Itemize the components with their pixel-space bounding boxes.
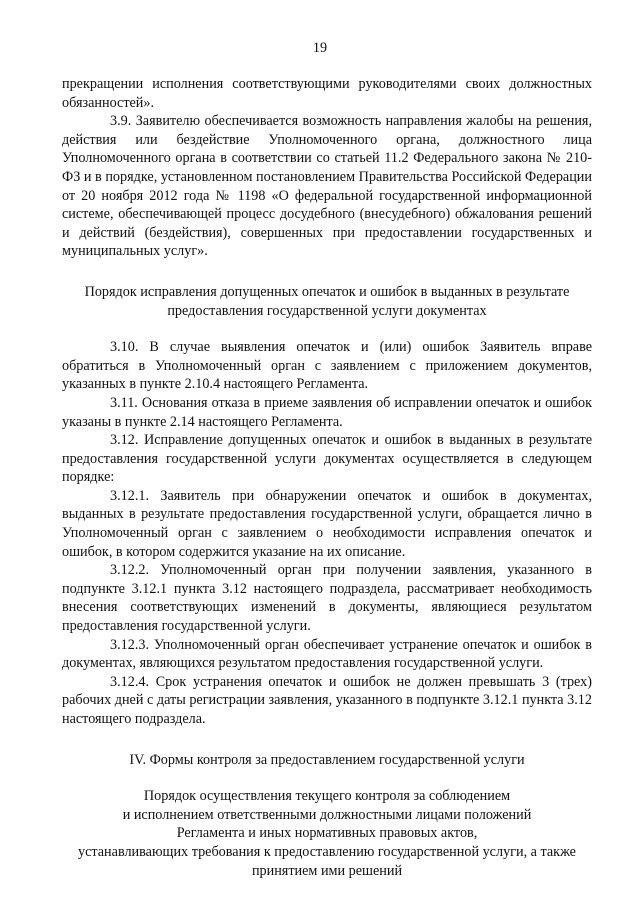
page-number: 19 bbox=[312, 40, 328, 56]
paragraph-3-12: 3.12. Исправление допущенных опечаток и ошибок в выданных в результате предоставления государственной услуги документах осуществляется в следующем порядке: bbox=[62, 432, 592, 486]
heading-line: Порядок осуществления текущего контроля за соблюдением bbox=[143, 788, 511, 805]
paragraph-3-12-4: 3.12.4. Срок устранения опечаток и ошибок не должен превышать 3 (трех) рабочих дней с даты регистрации заявления, указанного в подпункте 3.12.1 пункта 3.12 настоящего подраздела. bbox=[62, 673, 592, 727]
document-body bbox=[62, 75, 592, 880]
heading-line: устанавливающих требования к предоставлению государственной услуги, а также bbox=[78, 843, 576, 860]
paragraph-3-9: 3.9. Заявителю обеспечивается возможность направления жалобы на решения, действия или бездействие Уполномоченного органа, должностного лица Уполномоченного органа в соответствии со статьей 11.2 Федерального закона № 210-ФЗ и в порядке, установленном постановлением Правительства Российской Федерации от 20 ноября 2012 года № 1198 «О федеральной государственной информационной системе, обеспечивающей процесс досудебного (внесудебного) обжалования решений и действий (бездействия), совершенных при предоставлении государственных и муниципальных услуг». bbox=[62, 113, 592, 260]
paragraph-3-12-2: 3.12.2. Уполномоченный орган при получении заявления, указанного в подпункте 3.12.1 пункта 3.12 настоящего подраздела, рассматривает необходимость внесения соответствующих изменений в документы, являющиеся результатом предоставления государственной услуги. bbox=[62, 562, 592, 635]
paragraph-continuation: прекращении исполнения соответствующими руководителями своих должностных обязанностей». bbox=[62, 76, 592, 111]
section-heading-corrections: Порядок исправления допущенных опечаток и ошибок в выданных в результате предоставления государственной услуги документах bbox=[84, 283, 570, 319]
paragraph-3-10: 3.10. В случае выявления опечаток и (или) ошибок Заявитель вправе обратиться в Уполномоченный орган с заявлением с приложением документов, указанных в пункте 2.10.4 настоящего Регламента. bbox=[62, 339, 592, 393]
chapter-heading-iv: IV. Формы контроля за предоставлением государственной услуги bbox=[129, 751, 525, 768]
heading-line: и исполнением ответственными должностными лицами положений bbox=[122, 806, 532, 823]
paragraph-3-12-3: 3.12.3. Уполномоченный орган обеспечивает устранение опечаток и ошибок в документах, являющихся результатом предоставления государственной услуги. bbox=[62, 636, 592, 672]
heading-line: принятием ими решений bbox=[251, 862, 403, 879]
subsection-heading-control bbox=[62, 787, 592, 880]
paragraph-3-11: 3.11. Основания отказа в приеме заявления об исправлении опечаток и ошибок указаны в пункте 2.14 настоящего Регламента. bbox=[62, 394, 592, 430]
heading-line: Регламента и иных нормативных правовых актов, bbox=[176, 825, 478, 842]
paragraph-3-12-1: 3.12.1. Заявитель при обнаружении опечаток и ошибок в документах, выданных в результате предоставления государственной услуги, обращается лично в Уполномоченный орган с заявлением о необходимости исправления опечаток и ошибок, в котором содержится указание на их описание. bbox=[62, 487, 592, 560]
